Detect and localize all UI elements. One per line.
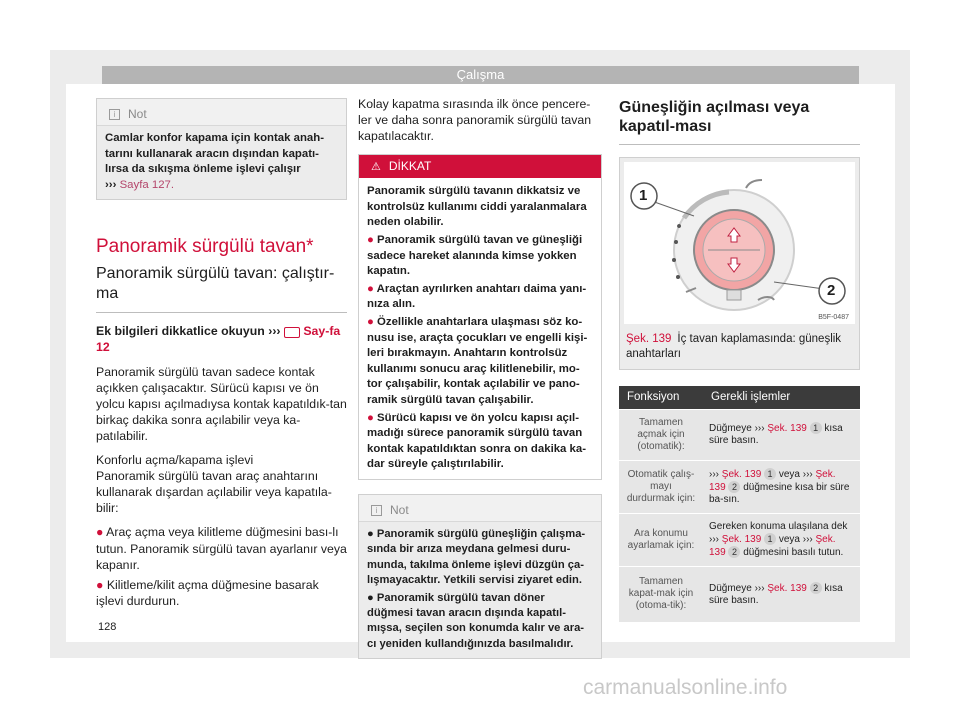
- divider: [96, 312, 347, 313]
- section-header: Çalışma: [102, 66, 859, 84]
- column-header: Gerekli işlemler: [703, 386, 860, 409]
- column-3: [619, 84, 860, 622]
- caption-text: İç tavan kaplamasında: güneşlik anahtarları: [626, 333, 842, 360]
- section-title: Panoramik sürgülü tavan*: [96, 236, 314, 258]
- sunroof-switch-illustration: [624, 162, 855, 324]
- warning-item: ● Araçtan ayrılırken anahtarı daima yanı-nıza alın.: [367, 282, 587, 311]
- paragraph-1: Panoramik sürgülü tavan sadece kontak açıkken çalışacaktır. Sürücü kapısı ve ön yolcu kapısı açılmadıysa kontak kapatıldık-tan birkaç dakika sonra açılabilir veya ka-patılabilir.: [96, 364, 347, 443]
- note-body: [359, 521, 601, 658]
- figure-image: [624, 162, 855, 324]
- page-link[interactable]: Sayfa 127.: [119, 178, 175, 191]
- warning-box: [358, 154, 602, 480]
- note-item: ● Panoramik sürgülü tavan döner düğmesi tavan aracın dışında kapatıl-mışsa, seçilen son konumda kalır ve ara-cı yeniden kullandığınızda basılmalıdır.: [367, 591, 585, 650]
- extra-info: [96, 323, 347, 355]
- figure-ref: Şek. 139: [626, 333, 672, 345]
- warning-icon: ⚠: [371, 161, 381, 174]
- table-cell: Tamamen kapat-mak için (otoma-tik):: [619, 566, 703, 622]
- table-row: [619, 566, 860, 622]
- warning-header: [359, 155, 601, 178]
- note-item: ● Panoramik sürgülü güneşliğin çalışma-sında bir arıza meydana gelmesi duru-munda, takılma önleme işlevi düzgün ça-lışmayacaktır. Yetkili servisi ziyaret edin.: [367, 527, 586, 587]
- table-cell: Düğmeye ››› Şek. 139 1 kısa süre basın.: [703, 409, 860, 460]
- page-number: 128: [98, 621, 117, 633]
- warning-body: [359, 178, 601, 479]
- intro-paragraph: Kolay kapatma sırasında ilk önce pencere-ler ve daha sonra panoramik sürgülü tavan kapatılacaktır.: [358, 97, 592, 144]
- page-content: [66, 84, 895, 650]
- warning-item: ● Sürücü kapısı ve ön yolcu kapısı açıl-madığı sürece panoramik sürgülü tavan kontak kapatıldıktan sonra on dakika ka-dar süreyle çalıştırılabilir.: [367, 411, 587, 471]
- callout-1: 1: [639, 187, 648, 204]
- note-header: [359, 495, 601, 521]
- figure-box: [619, 157, 860, 370]
- function-table: [619, 386, 860, 622]
- table-row: [619, 409, 860, 460]
- table-cell: Tamamen açmak için (otomatik):: [619, 409, 703, 460]
- note-text: Camlar konfor kapama için kontak anah-tarını kullanarak aracın dışından kapatı-lırsa da sıkışma önleme işlevi çalışır: [105, 132, 325, 176]
- subsection-title: Panoramik sürgülü tavan: çalıştır-ma: [96, 265, 335, 303]
- bullet-icon: ●: [96, 525, 107, 540]
- figure-code: B5F-0487: [818, 314, 849, 321]
- note-label: Not: [128, 107, 147, 121]
- table-header-row: [619, 386, 860, 409]
- subsection-title-2: Güneşliğin açılması veya kapatıl-ması: [619, 99, 810, 135]
- warning-lead: Panoramik sürgülü tavanın dikkatsiz ve kontrolsüz kullanımı ciddi yaralanmalara neden olabilir.: [367, 185, 587, 229]
- list-item: ● Kilitleme/kilit açma düğmesine basarak işlevi durdurun.: [96, 577, 319, 608]
- figure-caption: [620, 328, 859, 369]
- table-cell: Otomatik çalış-mayı durdurmak için:: [619, 460, 703, 513]
- table-cell: Düğmeye ››› Şek. 139 2 kısa süre basın.: [703, 566, 860, 622]
- extra-info-arrows: ›››: [268, 324, 281, 339]
- column-header: Fonksiyon: [619, 386, 703, 409]
- extra-info-ref[interactable]: Say-fa 12: [96, 324, 341, 355]
- note-header: [97, 99, 346, 125]
- table-cell: Ara konumu ayarlamak için:: [619, 513, 703, 566]
- bullet-icon: ●: [96, 577, 107, 592]
- warning-item: ● Özellikle anahtarlara ulaşması söz ko-nusu ise, araçta çocukları ve engelli kişi-leri bırakmayın. Anahtarın kontrolsüz kullanımı sonucu araç kilitlenebilir, mo-tor çalışabilir, kontak açılabilir ve pano-ramik sürgülü tavan çalışabilir.: [367, 316, 588, 406]
- book-icon: [284, 327, 300, 338]
- note-box-2: [358, 494, 602, 659]
- column-2: [358, 84, 602, 659]
- warning-item: ● Panoramik sürgülü tavan ve güneşliği sadece hareket alanında kimse yokken kapatın.: [367, 234, 583, 278]
- note-body: [97, 125, 346, 199]
- note-label: Not: [390, 502, 409, 517]
- info-icon: i: [371, 505, 382, 516]
- list-item: ● Araç açma veya kilitleme düğmesini bası-lı tutun. Panoramik sürgülü tavan ayarlanır veya kapanır.: [96, 525, 347, 572]
- table-row: [619, 513, 860, 566]
- table-cell: ››› Şek. 139 1 veya ››› Şek. 139 2 düğmesine kısa bir süre ba-sın.: [703, 460, 860, 513]
- warning-label: DİKKAT: [388, 159, 432, 174]
- link-arrows: ›››: [105, 178, 117, 191]
- paragraph-heading: Konforlu açma/kapama işlevi: [96, 453, 254, 468]
- info-icon: i: [109, 109, 120, 120]
- paragraph-2: Panoramik sürgülü tavan araç anahtarını kullanarak dışardan açılabilir veya kapatıla-bilir:: [96, 469, 332, 516]
- watermark: carmanualsonline.info: [583, 676, 788, 699]
- callout-2: 2: [827, 282, 836, 299]
- table-cell: Gereken konuma ulaşılana dek ››› Şek. 139 1 veya ››› Şek. 139 2 düğmesini basılı tutun.: [703, 513, 860, 566]
- column-1: [96, 84, 347, 609]
- note-box: [96, 98, 347, 200]
- divider: [619, 144, 860, 145]
- table-row: [619, 460, 860, 513]
- extra-info-text: Ek bilgileri dikkatlice okuyun: [96, 324, 265, 339]
